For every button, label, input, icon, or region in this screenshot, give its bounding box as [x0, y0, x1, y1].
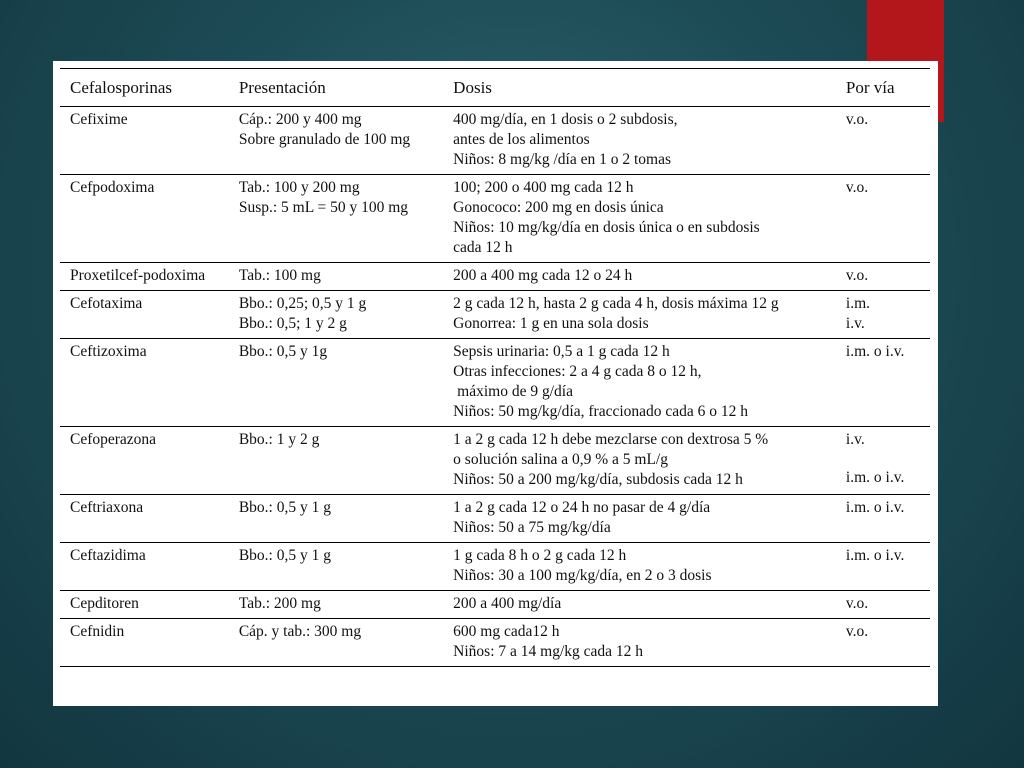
drug-name: Proxetilcef-podoxima [60, 263, 229, 291]
presentation-line: Tab.: 100 mg [238, 267, 321, 284]
route-line: i.m. o i.v. [845, 499, 905, 516]
dose-line: 1 a 2 g cada 12 h debe mezclarse con dextrosa 5 % [453, 431, 769, 448]
dose-line: 400 mg/día, en 1 dosis o 2 subdosis, [453, 111, 678, 128]
route-line: i.m. [845, 295, 871, 312]
presentation-line: Bbo.: 0,25; 0,5 y 1 g [238, 295, 367, 312]
dose-line: Niños: 50 a 200 mg/kg/día, subdosis cada 12 h [453, 471, 743, 488]
drug-name: Cefixime [60, 107, 229, 175]
presentation-cell [229, 339, 443, 427]
dose-line: Niños: 50 mg/kg/día, fraccionado cada 6 o 12 h [453, 403, 749, 420]
presentation-line: Bbo.: 0,5 y 1 g [238, 547, 331, 564]
dose-line: Otras infecciones: 2 a 4 g cada 8 o 12 h, [453, 363, 702, 380]
dose-cell [443, 591, 836, 619]
table-row [60, 591, 930, 619]
route-line: v.o. [845, 179, 869, 196]
presentation-line: Tab.: 200 mg [238, 595, 321, 612]
presentation-line: Sobre granulado de 100 mg [238, 131, 411, 148]
route-cell [836, 543, 930, 591]
dose-cell [443, 427, 836, 495]
table-row [60, 263, 930, 291]
table-image [53, 61, 938, 706]
drug-name: Ceftizoxima [60, 339, 229, 427]
dose-line: 1 g cada 8 h o 2 g cada 12 h [453, 547, 627, 564]
dose-line: 1 a 2 g cada 12 o 24 h no pasar de 4 g/día [453, 499, 711, 516]
route-cell [836, 291, 930, 339]
drug-name: Ceftazidima [60, 543, 229, 591]
dose-cell [443, 107, 836, 175]
drug-name: Cefoperazona [60, 427, 229, 495]
presentation-cell [229, 291, 443, 339]
route-line: i.m. o i.v. [845, 547, 905, 564]
presentation-line: Bbo.: 0,5; 1 y 2 g [238, 315, 347, 332]
table-header-row [60, 69, 930, 107]
dose-line: Niños: 30 a 100 mg/kg/día, en 2 o 3 dosis [453, 567, 712, 584]
dose-line: Gonorrea: 1 g en una sola dosis [453, 315, 649, 332]
dose-cell [443, 175, 836, 263]
header-drug: Cefalosporinas [60, 69, 229, 107]
drug-name: Cefnidin [70, 623, 125, 640]
dose-line: 600 mg cada12 h [453, 623, 560, 640]
dose-line: antes de los alimentos [453, 131, 590, 148]
route-spacer [846, 450, 930, 468]
route-cell [836, 495, 930, 543]
drug-name: Cefotaxima [60, 291, 229, 339]
route-line: i.v. [845, 431, 865, 448]
dose-line: Niños: 50 a 75 mg/kg/día [453, 519, 611, 536]
route-cell [836, 619, 930, 667]
route-line: v.o. [845, 623, 869, 640]
drug-name: Cefpodoxima [60, 175, 229, 263]
table-row [60, 339, 930, 427]
dose-line: 100; 200 o 400 mg cada 12 h [453, 179, 634, 196]
dose-cell [443, 263, 836, 291]
table-row [60, 175, 930, 263]
dose-line: Niños: 7 a 14 mg/kg cada 12 h [453, 643, 644, 660]
presentation-cell [229, 263, 443, 291]
presentation-cell [229, 543, 443, 591]
route-cell [836, 339, 930, 427]
dose-line: Niños: 8 mg/kg /día en 1 o 2 tomas [453, 151, 672, 168]
presentation-line: Bbo.: 0,5 y 1g [238, 343, 328, 360]
dose-line: 200 a 400 mg/día [453, 595, 562, 612]
table-row [60, 543, 930, 591]
presentation-cell [229, 591, 443, 619]
presentation-cell [229, 619, 443, 667]
cephalosporin-table [60, 68, 930, 667]
header-dose: Dosis [443, 69, 836, 107]
dose-line: Gonococo: 200 mg en dosis única [453, 199, 664, 216]
table-row [60, 291, 930, 339]
presentation-line: Cáp.: 200 y 400 mg [238, 111, 362, 128]
dose-line: máximo de 9 g/día [457, 383, 573, 400]
presentation-cell [229, 107, 443, 175]
header-route: Por vía [836, 69, 930, 107]
presentation-cell [229, 175, 443, 263]
dose-cell [443, 543, 836, 591]
presentation-line: Tab.: 100 y 200 mg [238, 179, 360, 196]
route-cell [836, 175, 930, 263]
presentation-cell [229, 495, 443, 543]
route-cell [836, 263, 930, 291]
header-presentation: Presentación [229, 69, 443, 107]
route-cell [836, 591, 930, 619]
table-row [60, 107, 930, 175]
table-row [60, 495, 930, 543]
dose-line: 2 g cada 12 h, hasta 2 g cada 4 h, dosis máxima 12 g [453, 295, 779, 312]
route-line: i.m. o i.v. [845, 343, 905, 360]
dose-line: Sepsis urinaria: 0,5 a 1 g cada 12 h [453, 343, 670, 360]
dose-cell [443, 619, 836, 667]
dose-cell [443, 291, 836, 339]
drug-name: Cepditoren [60, 591, 229, 619]
presentation-line: Bbo.: 0,5 y 1 g [238, 499, 331, 516]
route-line: v.o. [845, 267, 869, 284]
route-line: i.v. [845, 315, 865, 332]
drug-name: Ceftriaxona [60, 495, 229, 543]
dose-cell [443, 495, 836, 543]
presentation-cell [229, 427, 443, 495]
presentation-line: Cáp. y tab.: 300 mg [238, 623, 362, 640]
dose-line: cada 12 h [453, 239, 513, 256]
route-line: v.o. [845, 111, 869, 128]
route-cell [836, 427, 930, 495]
route-cell [836, 107, 930, 175]
dose-line: 200 a 400 mg cada 12 o 24 h [453, 267, 633, 284]
table-row [60, 619, 930, 667]
route-line: i.m. o i.v. [845, 469, 905, 486]
route-line: v.o. [845, 595, 869, 612]
dose-line: o solución salina a 0,9 % a 5 mL/g [453, 451, 668, 468]
presentation-line: Bbo.: 1 y 2 g [238, 431, 320, 448]
dose-line: Niños: 10 mg/kg/día en dosis única o en subdosis [453, 219, 760, 236]
table-row [60, 427, 930, 495]
dose-cell [443, 339, 836, 427]
presentation-line: Susp.: 5 mL = 50 y 100 mg [238, 199, 409, 216]
